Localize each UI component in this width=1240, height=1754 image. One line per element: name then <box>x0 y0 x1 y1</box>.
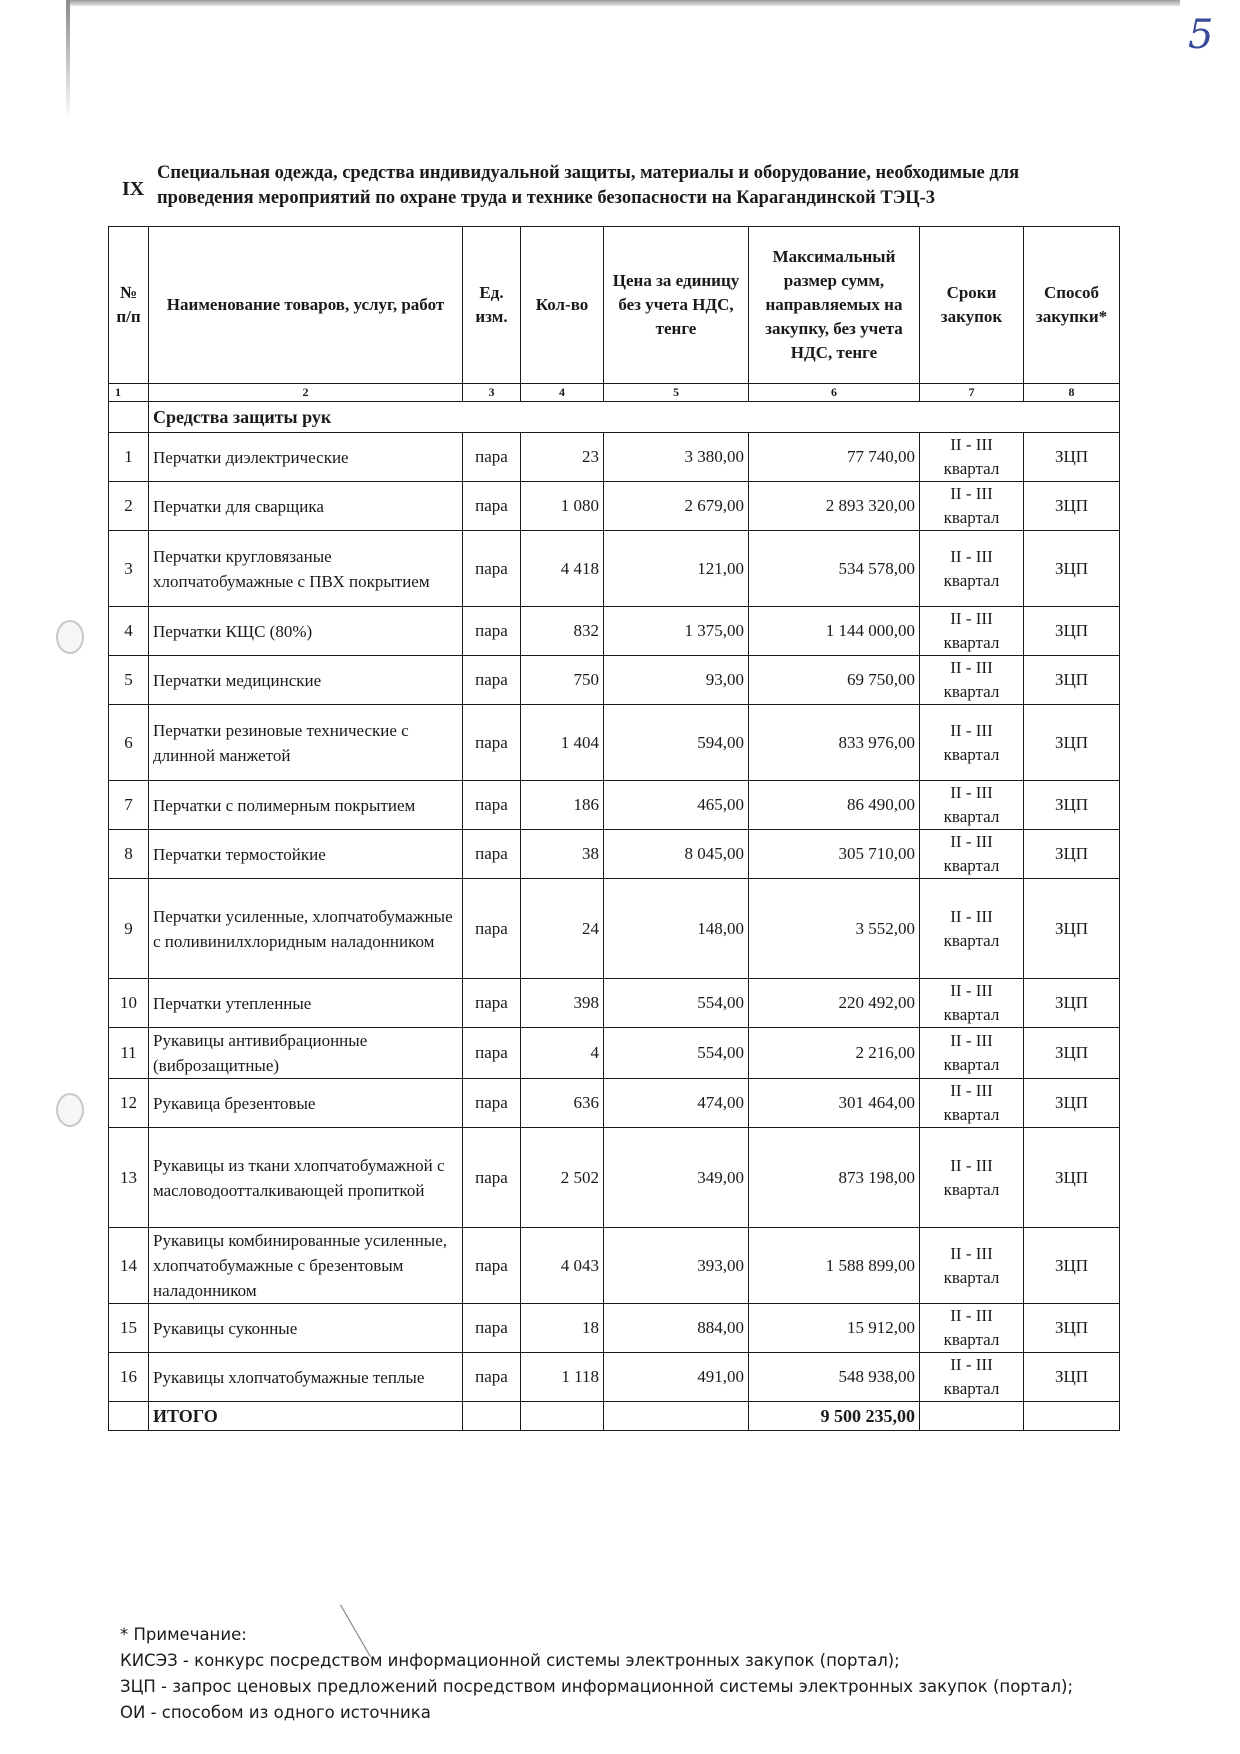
row-number: 12 <box>109 1079 149 1128</box>
item-name: Рукавицы антивибрационные (виброзащитные) <box>149 1028 463 1079</box>
group-num-cell <box>109 402 149 433</box>
note-line: ЗЦП - запрос ценовых предложений посредством информационной системы электронных закупок (портал); <box>120 1677 1074 1696</box>
item-name: Рукавицы комбинированные усиленные, хлопчатобумажные с брезентовым наладонником <box>149 1228 463 1304</box>
item-qty: 4 043 <box>521 1228 604 1304</box>
item-unit: пара <box>463 607 521 656</box>
total-empty <box>463 1402 521 1431</box>
table-row <box>109 781 1120 830</box>
item-name: Перчатки для сварщика <box>149 482 463 531</box>
item-sum: 548 938,00 <box>749 1353 920 1402</box>
item-sum: 301 464,00 <box>749 1079 920 1128</box>
group-title: Средства защиты рук <box>149 402 1120 433</box>
item-name: Перчатки диэлектрические <box>149 433 463 482</box>
item-qty: 398 <box>521 979 604 1028</box>
page-number: 5 <box>1188 12 1214 58</box>
item-price: 121,00 <box>604 531 749 607</box>
notes <box>120 1622 1120 1726</box>
table-row <box>109 1028 1120 1079</box>
total-sum: 9 500 235,00 <box>749 1402 920 1431</box>
item-name: Рукавицы хлопчатобумажные теплые <box>149 1353 463 1402</box>
item-price: 884,00 <box>604 1304 749 1353</box>
item-qty: 1 118 <box>521 1353 604 1402</box>
item-term: II - III квартал <box>920 705 1024 781</box>
row-number: 3 <box>109 531 149 607</box>
item-unit: пара <box>463 705 521 781</box>
item-price: 2 679,00 <box>604 482 749 531</box>
item-price: 474,00 <box>604 1079 749 1128</box>
item-method: ЗЦП <box>1024 656 1120 705</box>
total-empty <box>920 1402 1024 1431</box>
header-term: Сроки закупок <box>920 227 1024 384</box>
table-row <box>109 482 1120 531</box>
item-method: ЗЦП <box>1024 1228 1120 1304</box>
item-name: Рукавицы суконные <box>149 1304 463 1353</box>
item-qty: 4 <box>521 1028 604 1079</box>
item-term: II - III квартал <box>920 1353 1024 1402</box>
item-unit: пара <box>463 830 521 879</box>
item-sum: 873 198,00 <box>749 1128 920 1228</box>
item-qty: 636 <box>521 1079 604 1128</box>
item-price: 148,00 <box>604 879 749 979</box>
row-number: 6 <box>109 705 149 781</box>
column-number-row <box>109 384 1120 402</box>
group-row <box>109 402 1120 433</box>
column-number: 3 <box>463 384 521 402</box>
note-line: КИСЭЗ - конкурс посредством информационной системы электронных закупок (портал); <box>120 1651 900 1670</box>
row-number: 9 <box>109 879 149 979</box>
item-method: ЗЦП <box>1024 607 1120 656</box>
item-sum: 2 893 320,00 <box>749 482 920 531</box>
item-price: 554,00 <box>604 979 749 1028</box>
item-unit: пара <box>463 1228 521 1304</box>
item-term: II - III квартал <box>920 433 1024 482</box>
item-term: II - III квартал <box>920 979 1024 1028</box>
total-empty <box>604 1402 749 1431</box>
item-name: Перчатки с полимерным покрытием <box>149 781 463 830</box>
item-sum: 305 710,00 <box>749 830 920 879</box>
row-number: 10 <box>109 979 149 1028</box>
table-row <box>109 531 1120 607</box>
item-unit: пара <box>463 1304 521 1353</box>
item-price: 465,00 <box>604 781 749 830</box>
total-empty <box>521 1402 604 1431</box>
item-unit: пара <box>463 531 521 607</box>
row-number: 14 <box>109 1228 149 1304</box>
item-qty: 18 <box>521 1304 604 1353</box>
item-price: 3 380,00 <box>604 433 749 482</box>
column-number: 5 <box>604 384 749 402</box>
column-number: 4 <box>521 384 604 402</box>
procurement-table <box>108 226 1120 1431</box>
table-row <box>109 705 1120 781</box>
total-row <box>109 1402 1120 1431</box>
item-term: II - III квартал <box>920 830 1024 879</box>
item-qty: 38 <box>521 830 604 879</box>
header-name: Наименование товаров, услуг, работ <box>149 227 463 384</box>
item-sum: 534 578,00 <box>749 531 920 607</box>
row-number: 8 <box>109 830 149 879</box>
item-unit: пара <box>463 879 521 979</box>
item-term: II - III квартал <box>920 1079 1024 1128</box>
header-method: Способ закупки* <box>1024 227 1120 384</box>
item-qty: 4 418 <box>521 531 604 607</box>
item-unit: пара <box>463 1353 521 1402</box>
header-qty: Кол-во <box>521 227 604 384</box>
scan-edge-top <box>70 0 1180 6</box>
section-number: IX <box>122 178 145 200</box>
item-term: II - III квартал <box>920 1304 1024 1353</box>
header-price: Цена за единицу без учета НДС, тенге <box>604 227 749 384</box>
table-row <box>109 1128 1120 1228</box>
item-name: Перчатки медицинские <box>149 656 463 705</box>
row-number: 1 <box>109 433 149 482</box>
item-sum: 1 144 000,00 <box>749 607 920 656</box>
row-number: 16 <box>109 1353 149 1402</box>
item-term: II - III квартал <box>920 1228 1024 1304</box>
punch-hole <box>56 620 84 654</box>
item-name: Перчатки КЩС (80%) <box>149 607 463 656</box>
punch-hole <box>56 1093 84 1127</box>
column-number: 1 <box>109 384 149 402</box>
item-sum: 69 750,00 <box>749 656 920 705</box>
item-price: 393,00 <box>604 1228 749 1304</box>
item-price: 93,00 <box>604 656 749 705</box>
item-method: ЗЦП <box>1024 979 1120 1028</box>
item-unit: пара <box>463 1128 521 1228</box>
item-sum: 2 216,00 <box>749 1028 920 1079</box>
item-sum: 1 588 899,00 <box>749 1228 920 1304</box>
row-number: 7 <box>109 781 149 830</box>
item-price: 349,00 <box>604 1128 749 1228</box>
note-line: ОИ - способом из одного источника <box>120 1703 431 1722</box>
item-term: II - III квартал <box>920 879 1024 979</box>
item-qty: 832 <box>521 607 604 656</box>
item-term: II - III квартал <box>920 1028 1024 1079</box>
table-row <box>109 1079 1120 1128</box>
item-method: ЗЦП <box>1024 1353 1120 1402</box>
table-row <box>109 433 1120 482</box>
item-name: Перчатки термостойкие <box>149 830 463 879</box>
item-sum: 77 740,00 <box>749 433 920 482</box>
item-unit: пара <box>463 1079 521 1128</box>
item-term: II - III квартал <box>920 781 1024 830</box>
table-row <box>109 830 1120 879</box>
item-price: 1 375,00 <box>604 607 749 656</box>
column-number: 7 <box>920 384 1024 402</box>
table-row <box>109 979 1120 1028</box>
item-unit: пара <box>463 1028 521 1079</box>
row-number: 11 <box>109 1028 149 1079</box>
item-sum: 86 490,00 <box>749 781 920 830</box>
item-sum: 833 976,00 <box>749 705 920 781</box>
item-qty: 2 502 <box>521 1128 604 1228</box>
item-method: ЗЦП <box>1024 482 1120 531</box>
item-term: II - III квартал <box>920 531 1024 607</box>
item-term: II - III квартал <box>920 656 1024 705</box>
item-unit: пара <box>463 482 521 531</box>
item-method: ЗЦП <box>1024 781 1120 830</box>
row-number: 2 <box>109 482 149 531</box>
notes-heading: * Примечание: <box>120 1625 247 1644</box>
item-sum: 220 492,00 <box>749 979 920 1028</box>
row-number: 13 <box>109 1128 149 1228</box>
row-number: 5 <box>109 656 149 705</box>
total-num-cell <box>109 1402 149 1431</box>
item-method: ЗЦП <box>1024 705 1120 781</box>
item-price: 491,00 <box>604 1353 749 1402</box>
item-method: ЗЦП <box>1024 830 1120 879</box>
column-number: 2 <box>149 384 463 402</box>
item-unit: пара <box>463 433 521 482</box>
table-row <box>109 1353 1120 1402</box>
item-term: II - III квартал <box>920 482 1024 531</box>
item-price: 594,00 <box>604 705 749 781</box>
item-name: Перчатки усиленные, хлопчатобумажные с поливинилхлоридным наладонником <box>149 879 463 979</box>
header-unit: Ед. изм. <box>463 227 521 384</box>
table-row <box>109 607 1120 656</box>
column-number: 8 <box>1024 384 1120 402</box>
item-price: 554,00 <box>604 1028 749 1079</box>
item-qty: 24 <box>521 879 604 979</box>
item-price: 8 045,00 <box>604 830 749 879</box>
item-method: ЗЦП <box>1024 1304 1120 1353</box>
item-qty: 1 080 <box>521 482 604 531</box>
item-qty: 186 <box>521 781 604 830</box>
scan-edge-left <box>66 0 70 120</box>
item-term: II - III квартал <box>920 607 1024 656</box>
row-number: 15 <box>109 1304 149 1353</box>
item-method: ЗЦП <box>1024 1128 1120 1228</box>
table-row <box>109 1304 1120 1353</box>
item-method: ЗЦП <box>1024 531 1120 607</box>
section-title: Специальная одежда, средства индивидуальной защиты, материалы и оборудование, необходимые для проведения мероприятий по охране труда и технике безопасности на Карагандинской ТЭЦ-3 <box>157 163 1020 208</box>
table-row <box>109 879 1120 979</box>
column-number: 6 <box>749 384 920 402</box>
table-row <box>109 1228 1120 1304</box>
row-number: 4 <box>109 607 149 656</box>
item-term: II - III квартал <box>920 1128 1024 1228</box>
item-method: ЗЦП <box>1024 433 1120 482</box>
total-label: ИТОГО <box>149 1402 463 1431</box>
item-sum: 15 912,00 <box>749 1304 920 1353</box>
item-unit: пара <box>463 979 521 1028</box>
item-name: Рукавица брезентовые <box>149 1079 463 1128</box>
item-method: ЗЦП <box>1024 1028 1120 1079</box>
item-name: Перчатки кругловязаные хлопчатобумажные с ПВХ покрытием <box>149 531 463 607</box>
item-qty: 1 404 <box>521 705 604 781</box>
header-num: № п/п <box>109 227 149 384</box>
item-method: ЗЦП <box>1024 879 1120 979</box>
item-method: ЗЦП <box>1024 1079 1120 1128</box>
item-qty: 23 <box>521 433 604 482</box>
item-unit: пара <box>463 781 521 830</box>
item-unit: пара <box>463 656 521 705</box>
header-sum: Максимальный размер сумм, направляемых на закупку, без учета НДС, тенге <box>749 227 920 384</box>
table-row <box>109 656 1120 705</box>
item-name: Перчатки резиновые технические с длинной манжетой <box>149 705 463 781</box>
item-name: Рукавицы из ткани хлопчатобумажной с масловодоотталкивающей пропиткой <box>149 1128 463 1228</box>
item-name: Перчатки утепленные <box>149 979 463 1028</box>
header-row <box>109 227 1120 384</box>
item-qty: 750 <box>521 656 604 705</box>
item-sum: 3 552,00 <box>749 879 920 979</box>
total-empty <box>1024 1402 1120 1431</box>
